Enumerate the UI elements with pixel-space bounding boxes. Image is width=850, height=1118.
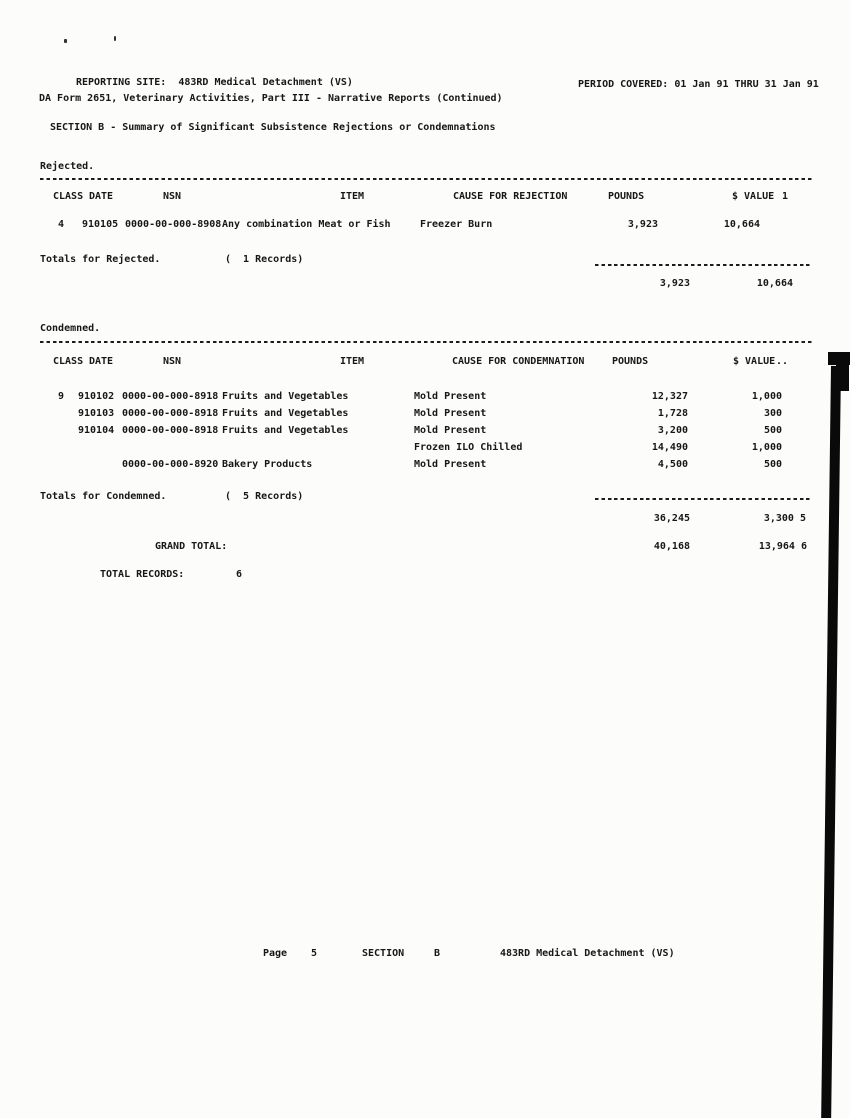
margin-mark: .. — [776, 356, 789, 367]
cell-class: 9 — [58, 391, 65, 402]
cell-value: 1,000 — [751, 391, 782, 402]
cell-nsn: 0000-00-000-8918 — [122, 408, 219, 419]
dashed-divider — [595, 264, 812, 266]
grand-total-pounds: 40,168 — [653, 541, 690, 552]
cell-date: 910103 — [78, 408, 115, 419]
cell-date: 910102 — [78, 391, 115, 402]
rejected-totals-label: Totals for Rejected. — [40, 254, 161, 265]
rejected-totals-records: ( 1 Records) — [225, 254, 304, 265]
cell-item: Fruits and Vegetables — [222, 408, 349, 419]
footer-site: 483RD Medical Detachment (VS) — [500, 948, 675, 959]
cell-pounds: 1,728 — [657, 408, 688, 419]
scan-speck — [114, 36, 116, 41]
section-title: SECTION B - Summary of Significant Subsistence Rejections or Condemnations — [50, 122, 496, 133]
scan-artifact-bar — [821, 366, 841, 1118]
col-header-class: CLASS — [53, 191, 84, 202]
reporting-site-line: REPORTING SITE: 483RD Medical Detachment (VS) — [76, 77, 353, 88]
cell-cause: Freezer Burn — [420, 219, 493, 230]
scan-speck — [64, 39, 67, 43]
col-header-item: ITEM — [340, 356, 365, 367]
cell-pounds: 4,500 — [657, 459, 688, 470]
col-header-class: CLASS — [53, 356, 84, 367]
cell-item: Bakery Products — [222, 459, 313, 470]
cell-pounds: 12,327 — [651, 391, 688, 402]
rejected-title: Rejected. — [40, 161, 95, 172]
col-header-cause: CAUSE FOR CONDEMNATION — [452, 356, 585, 367]
margin-mark: 1 — [782, 191, 789, 202]
col-header-value: $ VALUE — [732, 191, 775, 202]
dashed-divider — [40, 178, 812, 180]
cell-nsn: 0000-00-000-8920 — [122, 459, 219, 470]
cell-class: 4 — [58, 219, 65, 230]
cell-pounds: 3,200 — [657, 425, 688, 436]
footer-page-number: 5 — [311, 948, 318, 959]
cell-value: 10,664 — [723, 219, 760, 230]
cell-cause: Mold Present — [414, 425, 487, 436]
dashed-divider — [595, 498, 812, 500]
condemned-totals-pounds: 36,245 — [653, 513, 690, 524]
cell-value: 500 — [763, 459, 782, 470]
cell-nsn: 0000-00-000-8908 — [125, 219, 222, 230]
cell-nsn: 0000-00-000-8918 — [122, 391, 219, 402]
cell-cause: Mold Present — [414, 391, 487, 402]
rejected-totals-value: 10,664 — [756, 278, 793, 289]
cell-cause: Mold Present — [414, 459, 487, 470]
col-header-date: DATE — [89, 356, 114, 367]
footer-page-label: Page — [263, 948, 288, 959]
total-records-value: 6 — [236, 569, 243, 580]
grand-total-value: 13,964 6 — [758, 541, 807, 552]
footer-section-label: SECTION — [362, 948, 405, 959]
cell-pounds: 14,490 — [651, 442, 688, 453]
condemned-totals-records: ( 5 Records) — [225, 491, 304, 502]
col-header-pounds: POUNDS — [608, 191, 645, 202]
col-header-nsn: NSN — [163, 356, 182, 367]
cell-item: Any combination Meat or Fish — [222, 219, 391, 230]
cell-pounds: 3,923 — [627, 219, 658, 230]
col-header-value: $ VALUE — [733, 356, 776, 367]
cell-nsn: 0000-00-000-8918 — [122, 425, 219, 436]
period-covered-line: PERIOD COVERED: 01 Jan 91 THRU 31 Jan 91 — [578, 79, 819, 90]
col-header-pounds: POUNDS — [612, 356, 649, 367]
cell-cause: Frozen ILO Chilled — [414, 442, 523, 453]
grand-total-label: GRAND TOTAL: — [155, 541, 228, 552]
col-header-item: ITEM — [340, 191, 365, 202]
col-header-date: DATE — [89, 191, 114, 202]
col-header-cause: CAUSE FOR REJECTION — [453, 191, 568, 202]
rejected-totals-pounds: 3,923 — [659, 278, 690, 289]
col-header-nsn: NSN — [163, 191, 182, 202]
cell-cause: Mold Present — [414, 408, 487, 419]
total-records-label: TOTAL RECORDS: — [100, 569, 185, 580]
cell-date: 910105 — [82, 219, 119, 230]
cell-value: 500 — [763, 425, 782, 436]
dashed-divider — [40, 341, 812, 343]
form-title-line: DA Form 2651, Veterinary Activities, Part III - Narrative Reports (Continued) — [39, 93, 503, 104]
cell-date: 910104 — [78, 425, 115, 436]
cell-value: 1,000 — [751, 442, 782, 453]
condemned-totals-label: Totals for Condemned. — [40, 491, 167, 502]
cell-item: Fruits and Vegetables — [222, 425, 349, 436]
footer-section-letter: B — [434, 948, 441, 959]
condemned-totals-value: 3,300 5 — [763, 513, 806, 524]
cell-item: Fruits and Vegetables — [222, 391, 349, 402]
condemned-title: Condemned. — [40, 323, 101, 334]
cell-value: 300 — [763, 408, 782, 419]
